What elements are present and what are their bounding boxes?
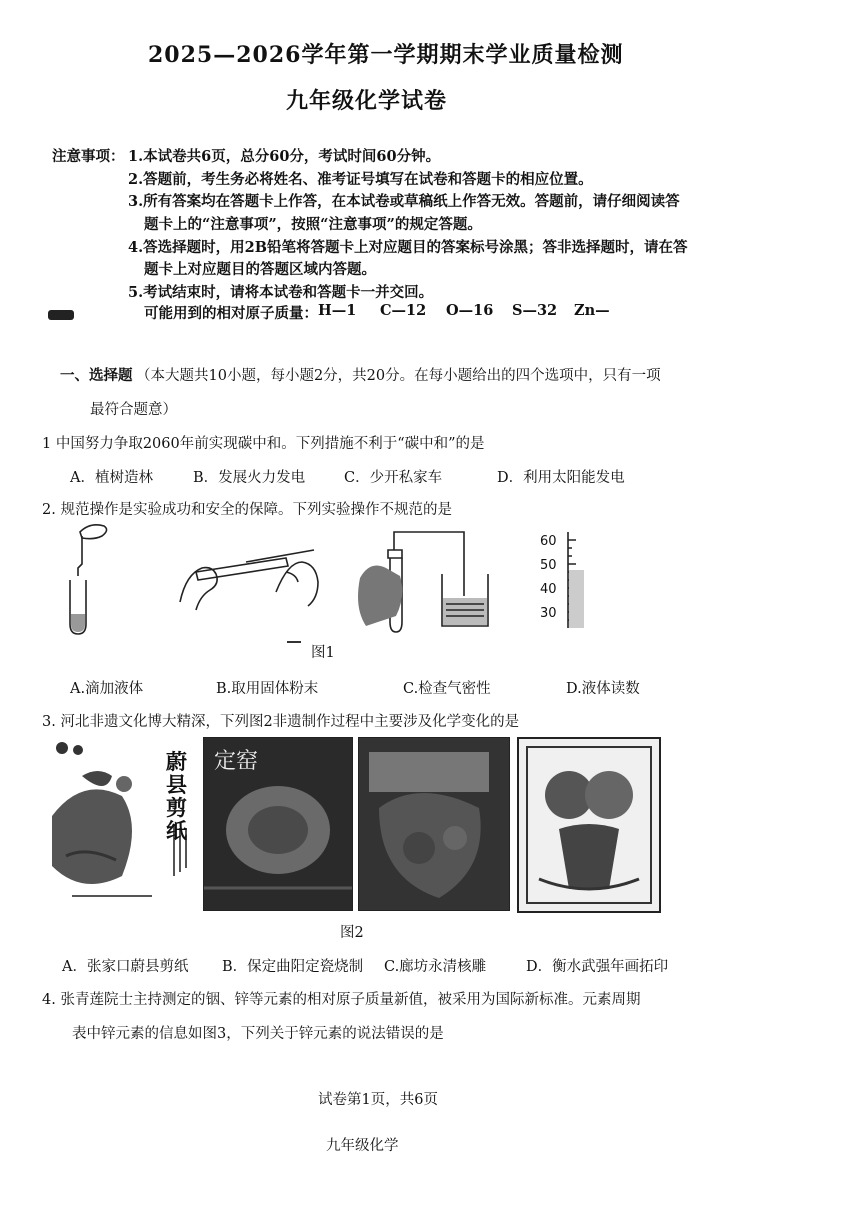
subject-footer: 九年级化学 — [326, 1138, 399, 1154]
atomic-mass-c: C—12 — [380, 302, 427, 319]
notice-item-1: 1.本试卷共6页，总分60分，考试时间60分钟。 — [128, 148, 441, 165]
atomic-mass-label: 可能用到的相对原子质量： — [144, 305, 318, 322]
exam-subtitle: 九年级化学试卷 — [286, 88, 448, 114]
notice-item-4: 4.答选择题时，用2B铅笔将答题卡上对应题目的答案标号涂黑；答非选择题时，请在答 — [128, 239, 688, 256]
section-heading: 一、选择题 — [60, 367, 133, 384]
q3-option-b: B．保定曲阳定瓷烧制 — [222, 959, 364, 975]
notice-item-3: 3.所有答案均在答题卡上作答，在本试卷或草稿纸上作答无效。答题前，请仔细阅读答 — [128, 193, 680, 210]
notice-item-4-cont: 题卡上对应题目的答题区域内答题。 — [144, 261, 376, 278]
figure1-label: 图1 — [311, 645, 335, 661]
q3-option-a: A．张家口蔚县剪纸 — [62, 959, 189, 975]
q2-option-b: B.取用固体粉末 — [216, 681, 319, 697]
section-desc-2: 最符合题意） — [90, 402, 177, 418]
page-info: 试卷第1页，共6页 — [318, 1092, 438, 1108]
q1-stem: 1 中国努力争取2060年前实现碳中和。下列措施不利于“碳中和”的是 — [42, 436, 485, 452]
q4-line-1: 4. 张青莲院士主持测定的铟、锌等元素的相对原子质量新值，被采用为国际新标准。元素周期 — [42, 992, 641, 1008]
papercut-title: 蔚县剪纸 — [166, 749, 187, 843]
cylinder-tick-50: 50 — [540, 558, 557, 573]
ink-smudge — [48, 310, 74, 320]
notice-label: 注意事项： — [52, 148, 125, 165]
figure-airtightness-check — [356, 526, 506, 638]
atomic-mass-o: O—16 — [446, 302, 494, 319]
q2-option-c: C.检查气密性 — [403, 681, 491, 697]
cylinder-tick-40: 40 — [540, 582, 557, 597]
figure-powder-handling — [176, 532, 326, 614]
q2-option-a: A.滴加液体 — [70, 681, 144, 697]
notice-item-5: 5.考试结束时，请将本试卷和答题卡一并交回。 — [128, 284, 434, 301]
atomic-mass-zn: Zn— — [574, 302, 610, 319]
photo-porcelain — [203, 737, 353, 911]
cylinder-tick-60: 60 — [540, 534, 557, 549]
q2-option-d: D.液体读数 — [566, 681, 640, 697]
q1-option-d: D．利用太阳能发电 — [497, 470, 625, 486]
q3-option-d: D．衡水武强年画拓印 — [526, 959, 669, 975]
photo-new-year-print — [517, 737, 661, 913]
atomic-mass-h: H—1 — [318, 302, 357, 319]
q1-option-b: B．发展火力发电 — [193, 470, 306, 486]
q3-stem: 3. 河北非遗文化博大精深，下列图2非遗制作过程中主要涉及化学变化的是 — [42, 714, 520, 730]
porcelain-title: 定窑 — [214, 749, 259, 774]
cylinder-tick-30: 30 — [540, 606, 557, 621]
notice-item-3-cont: 题卡上的“注意事项”，按照“注意事项”的规定答题。 — [144, 216, 482, 233]
figure-dropping-liquid — [60, 518, 120, 636]
exam-title: 2025—2026学年第一学期期末学业质量检测 — [148, 42, 624, 68]
atomic-mass-s: S—32 — [512, 302, 558, 319]
notice-item-2: 2.答题前，考生务必将姓名、准考证号填写在试卷和答题卡的相应位置。 — [128, 171, 593, 188]
figure2-label: 图2 — [340, 925, 364, 941]
section-desc-1: （本大题共10小题，每小题2分，共20分。在每小题给出的四个选项中，只有一项 — [136, 368, 661, 384]
q1-option-c: C．少开私家车 — [344, 470, 443, 486]
q4-line-2: 表中锌元素的信息如图3，下列关于锌元素的说法错误的是 — [72, 1026, 444, 1042]
scan-mark — [287, 641, 301, 643]
q1-option-a: A．植树造林 — [70, 470, 153, 486]
photo-nut-carving — [358, 737, 510, 911]
q3-option-c: C.廊坊永清核雕 — [384, 959, 487, 975]
q2-stem: 2. 规范操作是实验成功和安全的保障。下列实验操作不规范的是 — [42, 502, 452, 518]
